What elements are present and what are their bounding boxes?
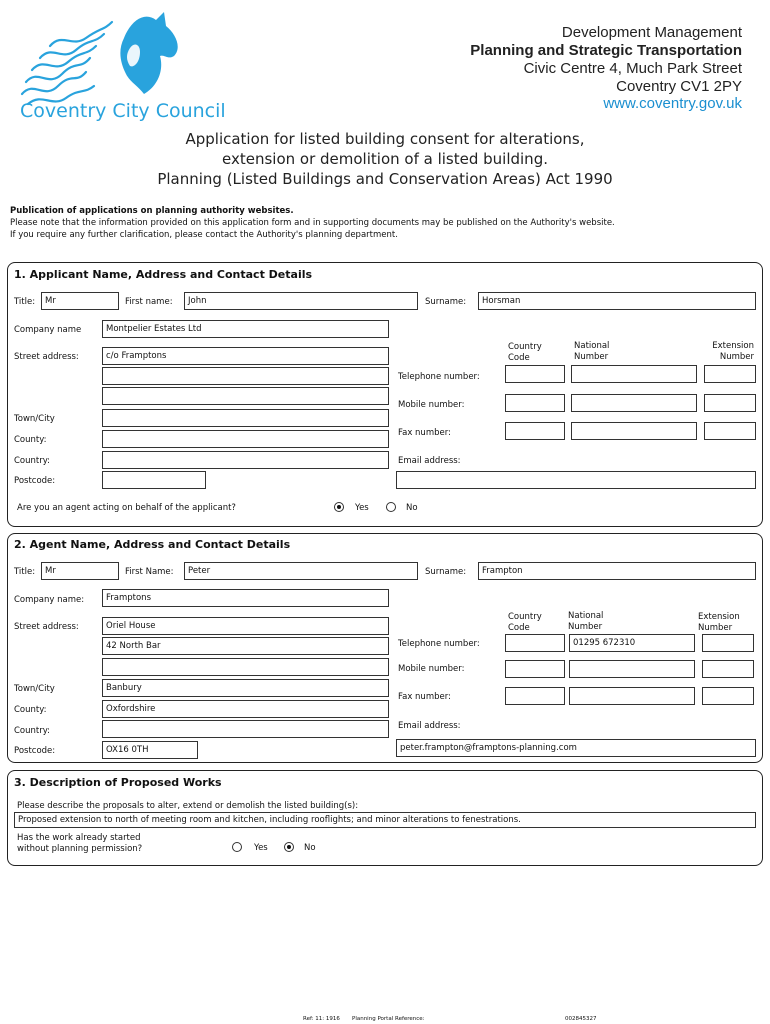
postcode-label: Postcode: (14, 746, 56, 756)
dept-name: Development Management (561, 24, 742, 41)
logo-text: Coventry City Council (20, 100, 226, 122)
agent-title-field[interactable]: Mr (41, 562, 119, 580)
agent-country-field[interactable] (102, 720, 389, 738)
fax-label: Fax number: (398, 428, 451, 438)
works-description-field[interactable]: Proposed extension to north of meeting room and kitchen, including rooflights; and minor alterations to fenestrations. (14, 812, 756, 828)
postcode-label: Postcode: (14, 476, 56, 486)
applicant-email-field[interactable] (396, 471, 756, 489)
national-number-header: National Number (574, 341, 610, 362)
address-line: Civic Centre 4, Much Park Street (523, 60, 742, 77)
street-address-label: Street address: (14, 622, 79, 632)
telephone-label: Telephone number: (398, 372, 480, 382)
section-3-title: 3. Description of Proposed Works (14, 776, 222, 789)
agent-mob-national-field[interactable] (569, 660, 695, 678)
publication-heading: Publication of applications on planning authority websites. (10, 206, 294, 216)
work-started-no-radio[interactable] (284, 842, 294, 852)
description-prompt: Please describe the proposals to alter, extend or demolish the listed building(s): (17, 801, 359, 811)
title-label: Title: (14, 297, 36, 307)
country-label: Country: (14, 726, 51, 736)
form-title-line-3: Planning (Listed Buildings and Conservation Areas) Act 1990 (157, 170, 613, 188)
mobile-label: Mobile number: (398, 400, 465, 410)
applicant-mob-national-field[interactable] (571, 394, 697, 412)
agent-street-1-field[interactable]: Oriel House (102, 617, 389, 635)
agent-company-field[interactable]: Framptons (102, 589, 389, 607)
agent-surname-field[interactable]: Frampton (478, 562, 756, 580)
applicant-street-3-field[interactable] (102, 387, 389, 405)
address-city: Coventry CV1 2PY (616, 78, 742, 95)
applicant-tel-country-field[interactable] (505, 365, 565, 383)
work-started-question-1: Has the work already started (17, 833, 141, 843)
agent-no-label: No (406, 503, 418, 513)
form-reference: Ref: 11: 1916 (303, 1016, 340, 1022)
country-code-header: Country Code (508, 612, 542, 633)
applicant-surname-field[interactable]: Horsman (478, 292, 756, 310)
extension-number-header: Extension Number (712, 341, 754, 362)
county-label: County: (14, 435, 47, 445)
email-label: Email address: (398, 721, 461, 731)
section-1-title: 1. Applicant Name, Address and Contact Details (14, 268, 313, 281)
publication-contact: If you require any further clarification, please contact the Authority's planning department. (10, 230, 398, 240)
agent-mob-extension-field[interactable] (702, 660, 754, 678)
applicant-fax-national-field[interactable] (571, 422, 697, 440)
applicant-first-name-field[interactable]: John (184, 292, 418, 310)
work-started-no-label: No (304, 843, 316, 853)
work-started-question-2: without planning permission? (17, 844, 143, 854)
agent-yes-label: Yes (355, 503, 369, 513)
applicant-street-2-field[interactable] (102, 367, 389, 385)
title-label: Title: (14, 567, 36, 577)
first-name-label: First name: (125, 297, 173, 307)
work-started-yes-radio[interactable] (232, 842, 242, 852)
company-name-label: Company name (14, 325, 82, 335)
form-title-line-1: Application for listed building consent for alterations, (185, 130, 585, 148)
country-label: Country: (14, 456, 51, 466)
work-started-yes-label: Yes (254, 843, 268, 853)
agent-email-field[interactable]: peter.frampton@framptons-planning.com (396, 739, 756, 757)
email-label: Email address: (398, 456, 461, 466)
first-name-label: First Name: (125, 567, 174, 577)
applicant-fax-extension-field[interactable] (704, 422, 756, 440)
council-logo (14, 8, 234, 132)
agent-tel-country-field[interactable] (505, 634, 565, 652)
agent-postcode-field[interactable]: OX16 0TH (102, 741, 198, 759)
company-name-label: Company name: (14, 595, 85, 605)
applicant-street-1-field[interactable]: c/o Framptons (102, 347, 389, 365)
street-address-label: Street address: (14, 352, 79, 362)
applicant-fax-country-field[interactable] (505, 422, 565, 440)
agent-no-radio[interactable] (386, 502, 396, 512)
national-number-header: National Number (568, 611, 604, 632)
agent-yes-radio[interactable] (334, 502, 344, 512)
extension-number-header: Extension Number (698, 612, 740, 633)
agent-county-field[interactable]: Oxfordshire (102, 700, 389, 718)
applicant-tel-extension-field[interactable] (704, 365, 756, 383)
agent-fax-extension-field[interactable] (702, 687, 754, 705)
portal-reference-label: Planning Portal Reference: (352, 1016, 425, 1022)
agent-fax-national-field[interactable] (569, 687, 695, 705)
town-label: Town/City (14, 684, 55, 694)
agent-question: Are you an agent acting on behalf of the applicant? (17, 503, 236, 513)
website-link[interactable]: www.coventry.gov.uk (603, 95, 742, 112)
county-label: County: (14, 705, 47, 715)
applicant-mob-country-field[interactable] (505, 394, 565, 412)
applicant-postcode-field[interactable] (102, 471, 206, 489)
publication-note: Please note that the information provided on this application form and in supporting documents may be published on the Authority's website. (10, 218, 615, 228)
agent-first-name-field[interactable]: Peter (184, 562, 418, 580)
agent-town-field[interactable]: Banbury (102, 679, 389, 697)
agent-tel-extension-field[interactable] (702, 634, 754, 652)
agent-street-2-field[interactable]: 42 North Bar (102, 637, 389, 655)
agent-tel-national-field[interactable]: 01295 672310 (569, 634, 695, 652)
applicant-country-field[interactable] (102, 451, 389, 469)
agent-mob-country-field[interactable] (505, 660, 565, 678)
country-code-header: Country Code (508, 342, 542, 363)
applicant-tel-national-field[interactable] (571, 365, 697, 383)
surname-label: Surname: (425, 297, 467, 307)
applicant-town-field[interactable] (102, 409, 389, 427)
portal-reference-value: 002845327 (565, 1016, 597, 1022)
section-2-title: 2. Agent Name, Address and Contact Details (14, 538, 291, 551)
applicant-title-field[interactable]: Mr (41, 292, 119, 310)
applicant-county-field[interactable] (102, 430, 389, 448)
agent-fax-country-field[interactable] (505, 687, 565, 705)
applicant-mob-extension-field[interactable] (704, 394, 756, 412)
fax-label: Fax number: (398, 692, 451, 702)
form-title-line-2: extension or demolition of a listed building. (222, 150, 548, 168)
agent-street-3-field[interactable] (102, 658, 389, 676)
surname-label: Surname: (425, 567, 467, 577)
town-label: Town/City (14, 414, 55, 424)
dept-division: Planning and Strategic Transportation (470, 42, 742, 59)
mobile-label: Mobile number: (398, 664, 465, 674)
applicant-company-field[interactable]: Montpelier Estates Ltd (102, 320, 389, 338)
telephone-label: Telephone number: (398, 639, 480, 649)
